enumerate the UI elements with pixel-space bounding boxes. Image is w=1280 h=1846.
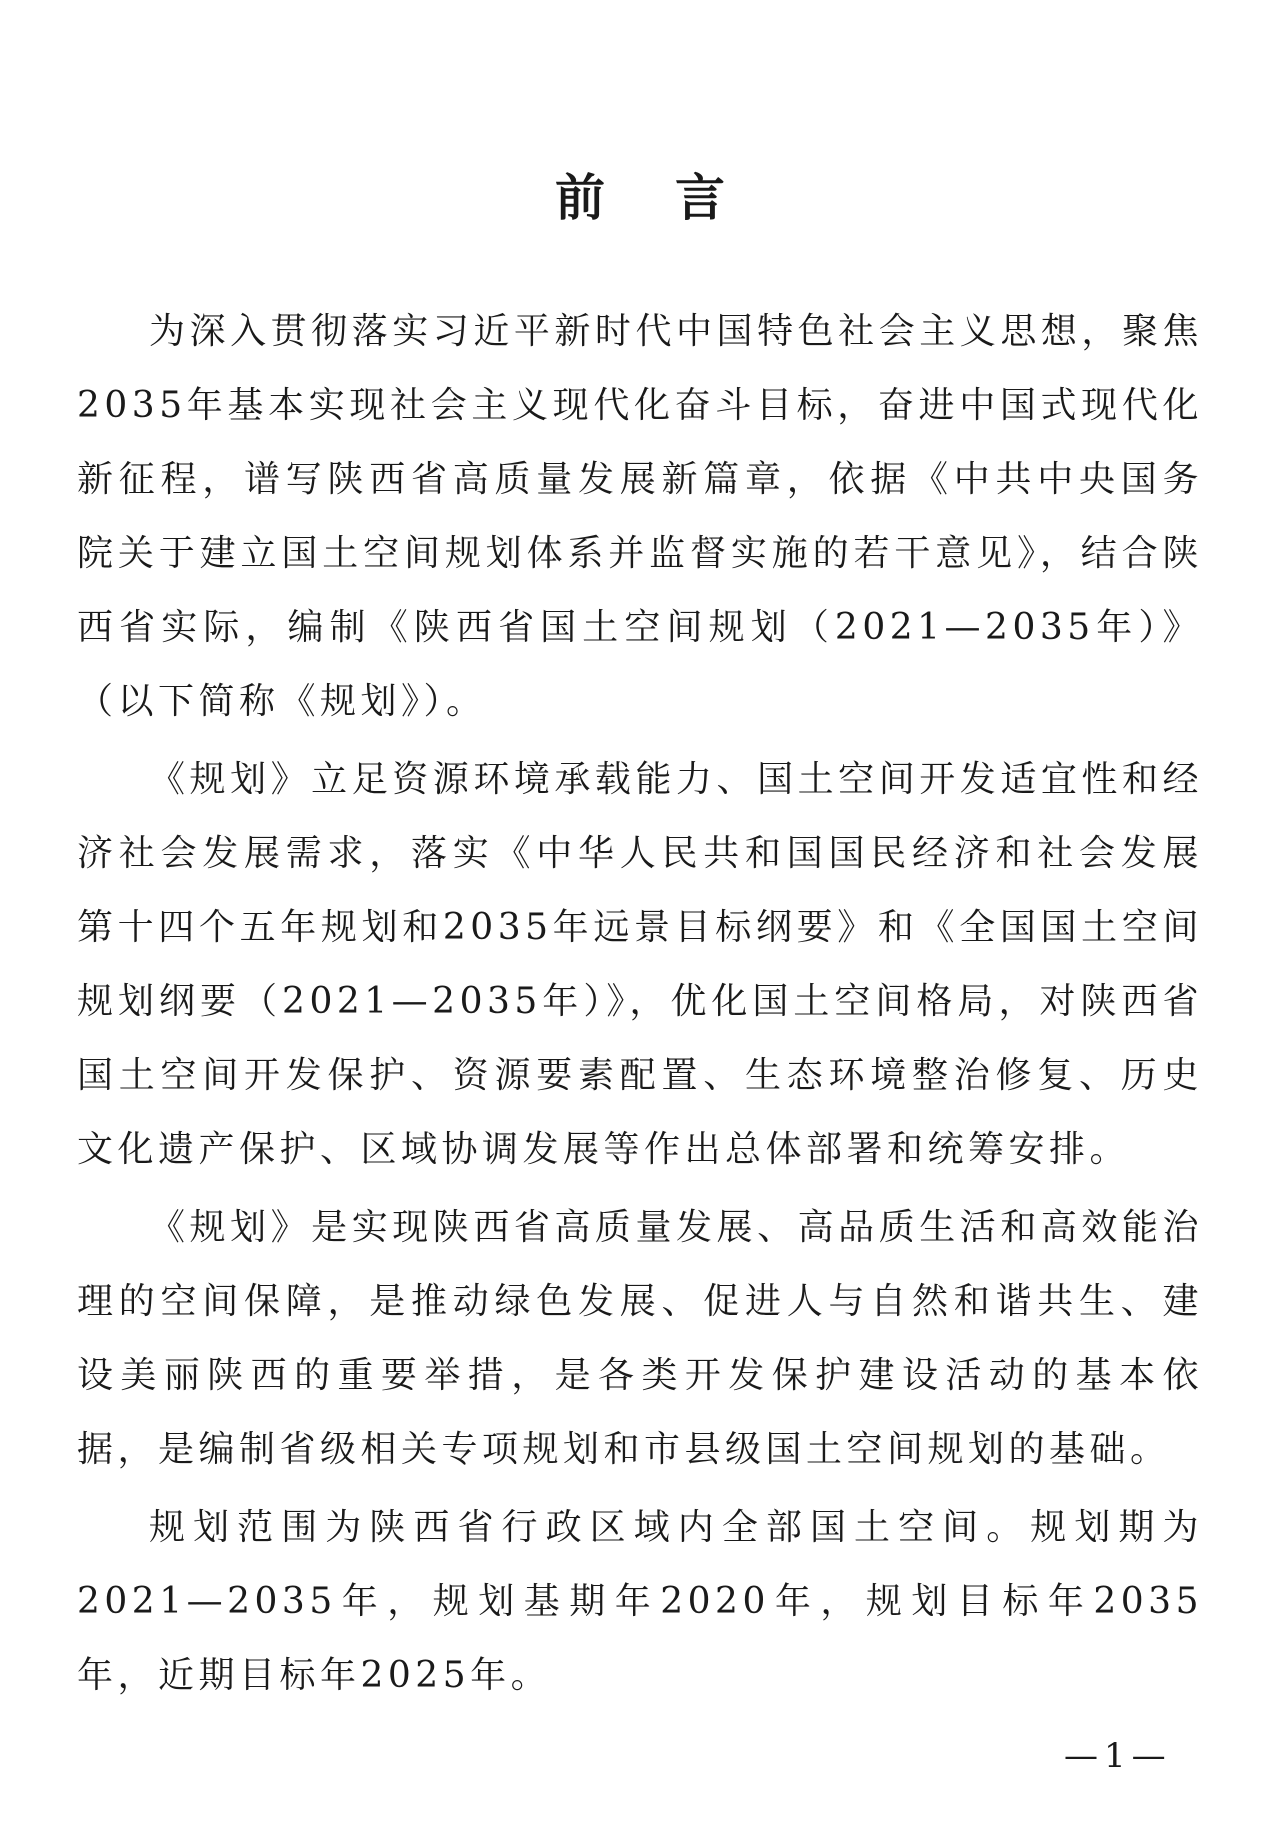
paragraph-3: 《规划》是实现陕西省高质量发展、高品质生活和高效能治理的空间保障，是推动绿色发展、促进人与自然和谐共生、建设美丽陕西的重要举措，是各类开发保护建设活动的基本依据，是编制省级相关专项规划和市县级国土空间规划的基础。 — [77, 1207, 1203, 1470]
body-text — [77, 295, 1203, 1713]
page-title: 前言 — [555, 168, 795, 227]
paragraph-1: 为深入贯彻落实习近平新时代中国特色社会主义思想，聚焦2035年基本实现社会主义现代化奋斗目标，奋进中国式现代化新征程，谱写陕西省高质量发展新篇章，依据《中共中央国务院关于建立国土空间规划体系并监督实施的若干意见》，结合陕西省实际，编制《陕西省国土空间规划（2021—2035年）》（以下简称《规划》）。 — [77, 311, 1203, 722]
paragraph-2: 《规划》立足资源环境承载能力、国土空间开发适宜性和经济社会发展需求，落实《中华人民共和国国民经济和社会发展第十四个五年规划和2035年远景目标纲要》和《全国国土空间规划纲要（2021—2035年）》，优化国土空间格局，对陕西省国土空间开发保护、资源要素配置、生态环境整治修复、历史文化遗产保护、区域协调发展等作出总体部署和统筹安排。 — [77, 759, 1203, 1170]
paragraph-4: 规划范围为陕西省行政区域内全部国土空间。规划期为2021—2035年，规划基期年2020年，规划目标年2035年，近期目标年2025年。 — [77, 1507, 1203, 1696]
page-number: —1— — [1064, 1736, 1172, 1776]
